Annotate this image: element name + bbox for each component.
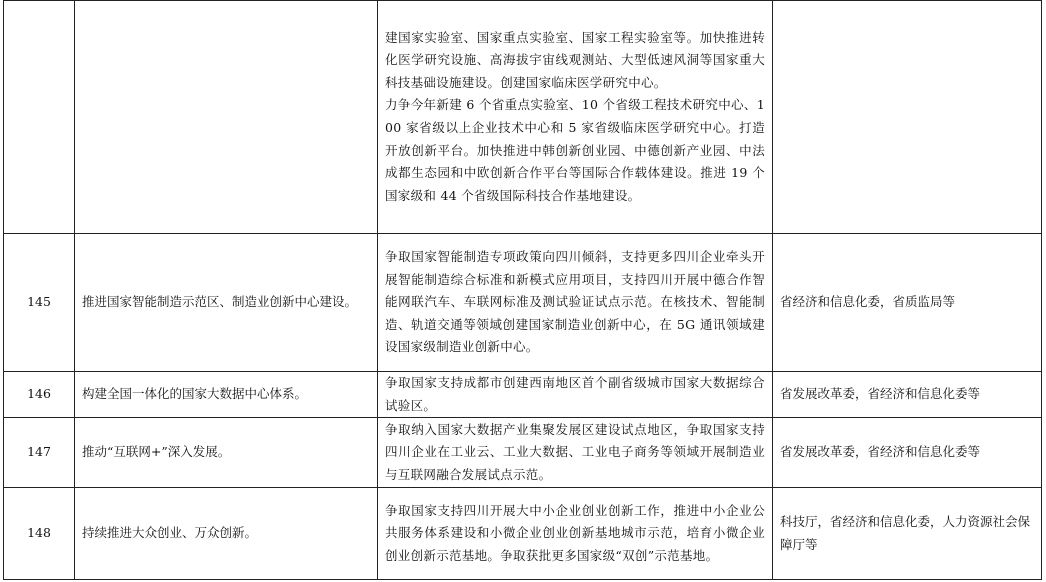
detail-paragraph: 争取国家支持四川开展大中小企业创业创新工作，推进中小企业公共服务体系建设和小微企业创业创新基地城市示范，培育小微企业创业创新示范基地。争取获批更多国家级“双创”示范基地。 <box>385 502 765 563</box>
detail-cell <box>378 418 773 488</box>
detail-paragraph: 争取国家智能制造专项政策向四川倾斜，支持更多四川企业牵头开展智能制造综合标准和新模式应用项目，支持四川开展中德合作智能网联汽车、车联网标准及测试验证试点示范。在核技术、智能制造、轨道交通等领域创建国家制造业创新中心，在 5G 通讯领域建设国家级制造业创新中心。 <box>385 249 765 355</box>
table-row <box>4 234 1042 372</box>
policy-table <box>3 0 1042 580</box>
measure-text: 持续推进大众创业、万众创新。 <box>75 488 378 580</box>
detail-paragraph: 力争今年新建 6 个省重点实验室、10 个省级工程技术研究中心、100 家省级以上企业技术中心和 5 家省级临床医学研究中心。打造开放创新平台。加快推进中韩创新创业园、中德创新产业园、中法成都生态园和中欧创新合作平台等国际合作载体建设。推进 19 个国家级和 44 个省级国际科技合作基地建设。 <box>385 97 765 203</box>
detail-paragraph: 建国家实验室、国家重点实验室、国家工程实验室等。加快推进转化医学研究设施、高海拔宇宙线观测站、大型低速风洞等国家重大科技基础设施建设。创建国家临床医学研究中心。 <box>385 29 765 90</box>
row-number: 147 <box>4 418 75 488</box>
responsible-dept: 省经济和信息化委，省质监局等 <box>773 234 1042 372</box>
measure-text: 推进国家智能制造示范区、制造业创新中心建设。 <box>75 234 378 372</box>
responsible-dept <box>773 1 1042 234</box>
table-row <box>4 418 1042 488</box>
detail-paragraph: 争取国家支持成都市创建西南地区首个副省级城市国家大数据综合试验区。 <box>385 375 765 413</box>
row-number: 146 <box>4 372 75 418</box>
table-row <box>4 488 1042 580</box>
table-row <box>4 372 1042 418</box>
measure-text: 推动“互联网+”深入发展。 <box>75 418 378 488</box>
detail-cell <box>378 1 773 234</box>
row-number <box>4 1 75 234</box>
table-row <box>4 1 1042 234</box>
responsible-dept: 省发展改革委，省经济和信息化委等 <box>773 418 1042 488</box>
responsible-dept: 省发展改革委，省经济和信息化委等 <box>773 372 1042 418</box>
row-number: 145 <box>4 234 75 372</box>
detail-paragraph: 争取纳入国家大数据产业集聚发展区建设试点地区，争取国家支持四川企业在工业云、工业大数据、工业电子商务等领域开展制造业与互联网融合发展试点示范。 <box>385 421 765 482</box>
row-number: 148 <box>4 488 75 580</box>
detail-cell <box>378 372 773 418</box>
measure-text: 构建全国一体化的国家大数据中心体系。 <box>75 372 378 418</box>
detail-cell <box>378 234 773 372</box>
responsible-dept: 科技厅，省经济和信息化委，人力资源社会保障厅等 <box>773 488 1042 580</box>
measure-text <box>75 1 378 234</box>
detail-cell <box>378 488 773 580</box>
